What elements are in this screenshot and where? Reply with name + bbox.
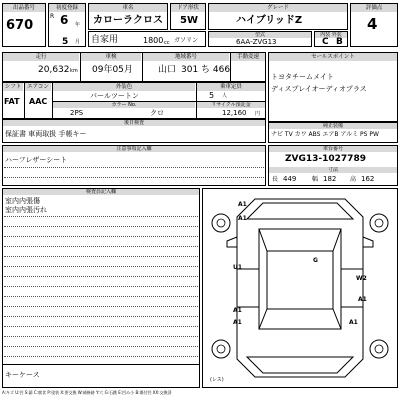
options-value: ナビ TV カワ ABS エアB アルミ PS PW — [271, 131, 379, 138]
keys-value: キーケース — [5, 371, 40, 379]
recycle-label: リサイクル預託金 — [197, 102, 265, 108]
car-body-diagram — [203, 189, 397, 387]
damage-code-right-door: W2 — [356, 275, 367, 282]
equipment-value: 保証書 車両取扱 手帳キー — [5, 130, 87, 138]
damage-code-front-left: A1 — [238, 201, 247, 208]
recycle-value: 12,160 — [222, 109, 247, 117]
displacement-value: 1800 — [143, 36, 164, 45]
first-registration-label: 初度登録 — [49, 4, 85, 12]
ac-label: エアコン — [25, 83, 51, 91]
grade-label: グレード — [209, 4, 347, 12]
chassis-value: ZVG13-1027789 — [285, 154, 366, 164]
yen-unit: 円 — [255, 111, 261, 117]
sales-point-1: トヨタチームメイト — [271, 73, 334, 81]
damage-code-windshield: G — [313, 257, 318, 264]
damage-code-rear-bumper-left: A1 — [233, 319, 242, 326]
capacity-label: 乗車定員 — [197, 83, 265, 91]
area-label: 地域番号 — [143, 53, 229, 61]
score-value: 4 — [367, 15, 378, 33]
fuel-value: ガソリン — [174, 37, 199, 44]
width-label: 幅 — [312, 176, 319, 183]
dims-label: 寸法 — [269, 167, 397, 173]
notes-label: 注意事項記入欄 — [3, 146, 265, 152]
color-no-value: 2PS — [70, 109, 84, 117]
options-label: 純正装備 — [269, 123, 397, 129]
chassis-label: 車台番号 — [269, 146, 397, 152]
interior-value: C — [322, 37, 329, 47]
doors-value: 5W — [180, 15, 198, 26]
glass-label: (レス) — [210, 377, 224, 383]
height-label: 高 — [350, 176, 357, 183]
score-label: 評価点 — [351, 4, 397, 12]
mileage-value: 20,632 — [38, 65, 70, 75]
plate-number-value: 301 ち 466 — [181, 65, 231, 75]
cc-unit: cc — [164, 40, 170, 46]
shift-value: FAT — [4, 97, 20, 106]
color-no-label: カラー No. — [53, 102, 195, 108]
seats-unit: 人 — [222, 93, 228, 99]
color-code-value: クロ — [150, 109, 164, 117]
use-value: 自家用 — [91, 35, 119, 45]
km-unit: km — [70, 68, 78, 74]
length-value: 449 — [283, 175, 297, 183]
month-value: 5 — [62, 37, 69, 47]
ac-value: AAC — [29, 97, 48, 106]
exterior-value: B — [336, 37, 343, 47]
damage-code-front-left-fender: A1 — [238, 215, 247, 222]
inspector-notes-cell — [2, 188, 200, 388]
capacity-value: 5 — [209, 91, 215, 100]
damage-code-right-rear-door: A1 — [358, 296, 367, 303]
year-value: 6 — [60, 13, 69, 27]
note-line-1: ハーフレザーシート — [5, 156, 68, 164]
height-value: 162 — [361, 175, 375, 183]
damage-code-left-rear: A1 — [233, 307, 242, 314]
lot-number-value: 670 — [6, 18, 34, 33]
sales-points-label: セールスポイント — [269, 53, 397, 61]
inspector-line-1: 室内内張傷 — [5, 197, 40, 205]
inspector-notes-label: 検査員記入欄 — [3, 189, 199, 195]
car-name-label: 車名 — [89, 4, 167, 12]
inspection-label: 車検 — [81, 53, 141, 61]
year-unit: 年 — [75, 22, 81, 28]
evaluator-label: 後日検査 — [3, 120, 265, 126]
car-name-value: カローラクロス — [93, 15, 163, 26]
era-value: R — [50, 13, 55, 20]
doors-label: ドア形状 — [171, 4, 205, 12]
damage-legend: A:キズ U:凹 S:錆 C:腐食 P:塗装 X:要交換 W:補修跡 Y:穴 G:石跳 E:凹み小 B:傷付凹 XX:交換済 — [2, 390, 172, 395]
sales-point-2: ディスプレイオーディオプラス — [271, 85, 367, 93]
int-ext-label: 内装 外装 — [315, 32, 347, 38]
shift-label: シフト — [4, 84, 22, 90]
length-label: 長 — [272, 176, 279, 183]
width-value: 182 — [323, 175, 337, 183]
transaxle-label: 手動変速 — [231, 53, 265, 61]
inspection-value: 09年05月 — [92, 65, 133, 75]
inspector-line-2: 室内内張汚れ — [5, 206, 47, 214]
plate-area-value: 山口 — [158, 65, 177, 75]
color-value: パールツートン — [90, 92, 139, 100]
month-unit: 月 — [75, 39, 81, 45]
model-value: 6AA-ZVG13 — [236, 38, 277, 46]
color-label: 外装色 — [53, 83, 195, 91]
damage-code-left-door: U1 — [233, 264, 243, 271]
grade-value: ハイブリッドZ — [236, 15, 303, 26]
model-label: 型式 — [209, 32, 311, 38]
lot-number-label: 出品番号 — [3, 4, 45, 12]
mileage-label: 走行 — [3, 53, 79, 61]
damage-code-rear-bumper-right: A1 — [349, 319, 358, 326]
